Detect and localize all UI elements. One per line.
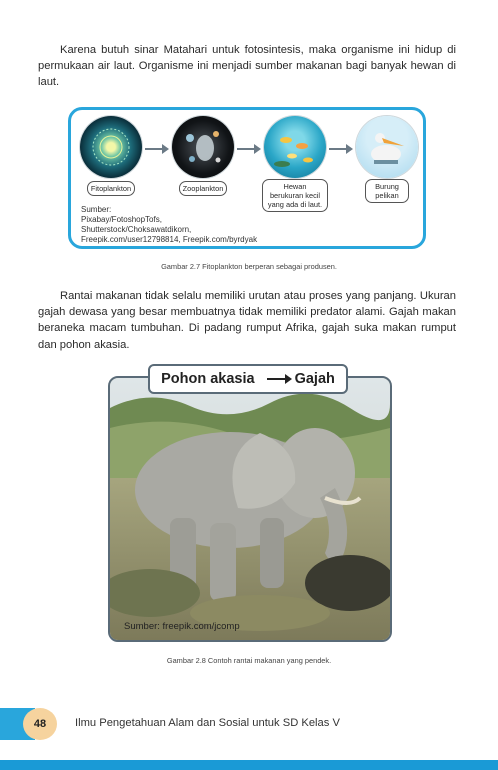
zooplankton-image — [172, 116, 234, 178]
phytoplankton-image — [80, 116, 142, 178]
page-number: 48 — [23, 708, 57, 740]
arrow-right-icon — [267, 378, 289, 380]
elephant-illustration — [110, 378, 390, 640]
food-chain-label — [148, 364, 348, 394]
figure2-credit: Sumber: freepik.com/jcomp — [124, 621, 240, 632]
figure1-credit: Sumber: Pixabay/FotoshopTofs, Shutterstock/Choksawatdikorn, Freepik.com/user12798814, Freepik.com/byrdyak — [81, 205, 258, 244]
small-fish-image — [264, 116, 326, 178]
figure1-caption: Gambar 2.7 Fitoplankton berperan sebagai produsen. — [161, 262, 337, 271]
label-zooplankton: Zooplankton — [179, 181, 228, 196]
phytoplankton-food-chain-figure — [68, 107, 426, 249]
organism-pelican — [347, 116, 427, 203]
book-title: Ilmu Pengetahuan Alam dan Sosial untuk SD Kelas V — [75, 717, 340, 729]
organism-phytoplankton — [71, 116, 151, 196]
organism-small-sea-animals — [255, 116, 335, 212]
label-small-sea-animals: Hewan berukuran kecil yang ada di laut. — [262, 179, 328, 212]
figure2-caption: Gambar 2.8 Contoh rantai makanan yang pendek. — [166, 656, 332, 665]
elephant-photo — [108, 376, 392, 642]
pelican-image — [356, 116, 418, 178]
label-pelican: Burung pelikan — [365, 179, 409, 203]
organism-zooplankton — [163, 116, 243, 196]
chain-from-label: Pohon akasia — [161, 371, 255, 387]
paragraph-intro: Karena butuh sinar Matahari untuk fotosintesis, maka organisme ini hidup di permukaan air laut. Organisme ini menjadi sumber makanan bagi banyak hewan di laut. — [38, 44, 456, 89]
label-phytoplankton: Fitoplankton — [87, 181, 135, 196]
chain-to-label: Gajah — [294, 371, 335, 387]
paragraph-short-chain: Rantai makanan tidak selalu memiliki urutan atau proses yang panjang. Ukuran gajah dewasa yang besar membuatnya tidak memiliki predator alami. Gajah makan beraneka macam tumbuhan. Di padang rumput Afrika, gajah suka makan rumput dan pohon akasia. — [38, 290, 456, 351]
bottom-color-strip — [0, 760, 498, 770]
